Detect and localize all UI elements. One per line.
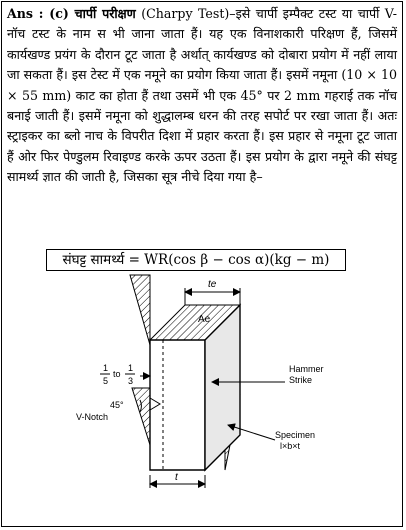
label-ae: Ae: [198, 314, 211, 325]
label-to: to: [113, 369, 121, 379]
label-specimen-line2: l×b×t: [280, 441, 301, 451]
label-te: te: [208, 279, 217, 290]
label-hammer-line2: Strike: [289, 375, 313, 385]
impact-strength-formula: संघट्ट सामर्थ्य = WR(cos β − cos α)(kg − m): [46, 249, 346, 271]
left-support-upper: [130, 275, 150, 345]
label-specimen-line1: Specimen: [275, 430, 316, 440]
answer-lead: Ans : (c) चार्पी परीक्षण: [7, 6, 136, 21]
label-t: t: [175, 472, 178, 483]
label-vnotch: V-Notch: [76, 412, 109, 422]
label-frac2-den: 3: [128, 376, 134, 386]
label-angle: 45°: [110, 400, 124, 410]
answer-body: (Charpy Test)–इसे चार्पी इम्पैक्ट टस्ट या चार्पी V-नॉच टस्ट के नाम स भी जाना जाता हैं। यह एक विनाशकारी परिक्षण हैं, जिसमें कार्यखण्ड प्रयंग के दौरान टूट जाता है अर्थात् कार्यखण्ड को दोबारा प्रयोग में नहीं लाया जा सकता हैं। इस टेस्ट में एक नमूने का प्रयोग किया जाता हैं। इसमें नमूना (10 × 10 × 55 mm) काट का होता हैं तथा उसमें भी एक 45° पर 2 mm गहराई तक नॉच बनाई जाती हैं। इसमें नमूना को शुद्धालम्ब धरन की तरह सपोर्ट पर रखा जाता हैं। अतः स्ट्राइकर का ब्लो नाच के विपरीत दिशा में प्रहार करता हैं। इस प्रहार से नमूना टूट जाता हैं ओर फिर पेण्डुलम रिवाइण्ड करके ऊपर उठता हैं। इस प्रयोग के द्वारा नमूने की संघट्ट सामर्थ्य ज्ञात की जाती है, जिसका सूत्र नीचे दिया गया है–: [7, 6, 397, 185]
label-hammer-line1: Hammer: [289, 364, 324, 374]
label-frac2-num: 1: [128, 363, 134, 373]
label-frac1-den: 5: [103, 376, 109, 386]
left-support-lower: [132, 388, 150, 445]
label-frac1-num: 1: [103, 363, 109, 373]
